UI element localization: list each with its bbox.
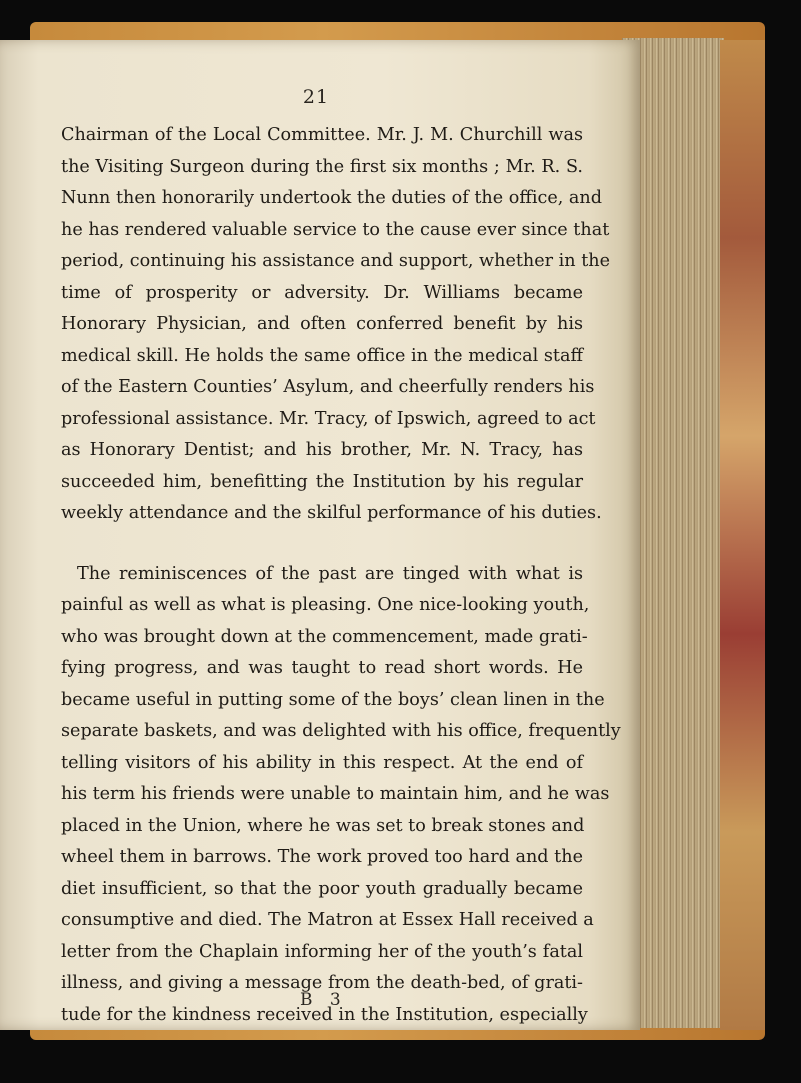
text-line: The reminiscences of the past are tinged with what is bbox=[77, 563, 583, 584]
marbled-edge bbox=[720, 40, 765, 1030]
text-line: period, continuing his assistance and support, whether in the bbox=[61, 251, 611, 271]
text-line: he has rendered valuable service to the cause ever since that bbox=[61, 219, 610, 240]
text-line: telling visitors of his ability in this respect. At the end of bbox=[61, 752, 583, 773]
page-number: 21 bbox=[302, 86, 330, 108]
paragraph-2 bbox=[61, 559, 621, 1032]
text-line: of the Eastern Counties’ Asylum, and cheerfully renders his bbox=[61, 377, 595, 397]
paragraph-1 bbox=[61, 120, 611, 530]
signature-mark: B 3 bbox=[300, 990, 347, 1010]
text-line: separate baskets, and was delighted with his office, frequently bbox=[61, 721, 621, 741]
text-line: weekly attendance and the skilful performance of his duties. bbox=[61, 503, 602, 523]
text-line: as Honorary Dentist; and his brother, Mr. N. Tracy, has bbox=[61, 440, 583, 460]
paragraph-gap bbox=[61, 530, 583, 559]
text-line: diet insufficient, so that the poor youth gradually became bbox=[61, 878, 583, 899]
text-line: letter from the Chaplain informing her of the youth’s fatal bbox=[61, 941, 583, 962]
text-line: consumptive and died. The Matron at Essex Hall received a bbox=[61, 910, 594, 930]
text-line: Nunn then honorarily undertook the duties of the office, and bbox=[61, 188, 602, 208]
text-line: Chairman of the Local Committee. Mr. J. M. Churchill was bbox=[61, 125, 583, 145]
text-line: his term his friends were unable to maintain him, and he was bbox=[61, 784, 610, 804]
text-line: wheel them in barrows. The work proved too hard and the bbox=[61, 847, 583, 867]
text-line: professional assistance. Mr. Tracy, of Ipswich, agreed to act bbox=[61, 408, 596, 429]
text-line: who was brought down at the commencement, made grati- bbox=[61, 626, 588, 647]
text-line: painful as well as what is pleasing. One nice-looking youth, bbox=[61, 595, 590, 615]
text-line: time of prosperity or adversity. Dr. Williams became bbox=[61, 282, 583, 303]
text-line: Honorary Physician, and often conferred benefit by his bbox=[61, 314, 583, 334]
text-line: succeeded him, benefitting the Institution by his regular bbox=[61, 471, 583, 492]
text-line: fying progress, and was taught to read short words. He bbox=[61, 658, 583, 678]
text-line: illness, and giving a message from the death-bed, of grati- bbox=[61, 973, 583, 993]
text-line: became useful in putting some of the boys’ clean linen in the bbox=[61, 689, 605, 710]
body-text bbox=[61, 120, 621, 1031]
text-line: the Visiting Surgeon during the first six months ; Mr. R. S. bbox=[61, 156, 583, 177]
text-line: medical skill. He holds the same office in the medical staff bbox=[61, 345, 583, 366]
text-line: tude for the kindness received in the Institution, especially bbox=[61, 1004, 588, 1025]
text-line: placed in the Union, where he was set to break stones and bbox=[61, 815, 585, 836]
